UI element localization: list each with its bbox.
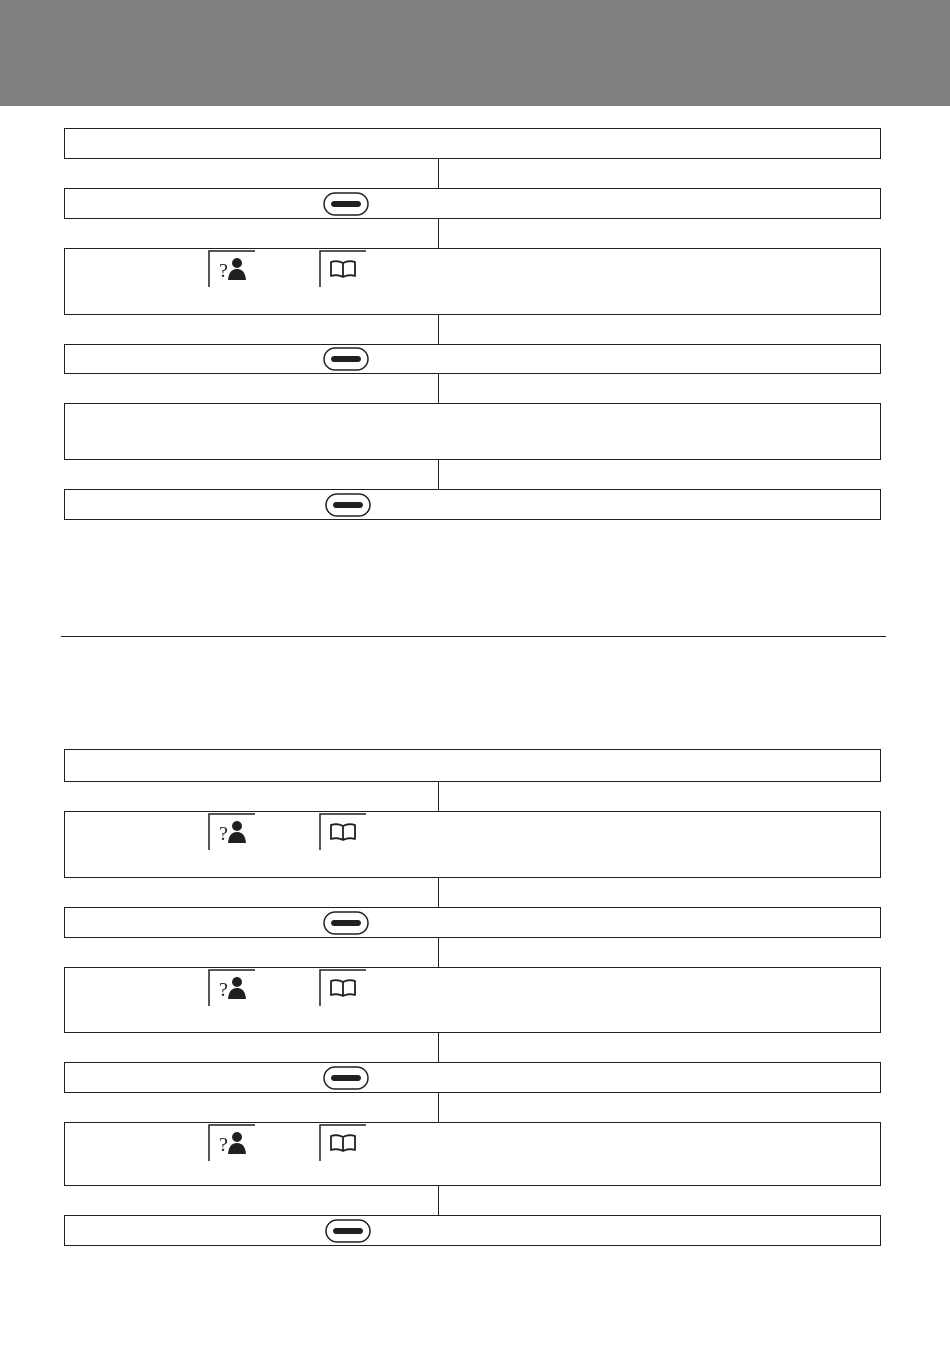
caller-id-key-icon — [208, 813, 256, 851]
flow-connector — [438, 938, 439, 967]
enter-key-icon — [323, 347, 369, 371]
flow-connector — [438, 1093, 439, 1122]
caller-id-key-icon — [208, 969, 256, 1007]
flow-connector — [438, 878, 439, 907]
caller-id-key-icon — [208, 250, 256, 288]
section-divider — [61, 636, 886, 637]
flow-step-key — [64, 489, 881, 520]
flow-connector — [438, 1033, 439, 1062]
flow-step-key — [64, 907, 881, 938]
flow-step-title — [64, 749, 881, 782]
enter-key-icon — [325, 493, 371, 517]
phonebook-key-icon — [319, 250, 367, 288]
flow-connector — [438, 315, 439, 344]
flow-connector — [438, 374, 439, 403]
phonebook-key-icon — [319, 969, 367, 1007]
flow-connector — [438, 782, 439, 811]
phonebook-key-icon — [319, 813, 367, 851]
enter-key-icon — [323, 192, 369, 216]
flow-step-menu — [64, 967, 881, 1033]
flow-step-text-box — [64, 403, 881, 460]
enter-key-icon — [325, 1219, 371, 1243]
flow-step-key — [64, 188, 881, 219]
caller-id-key-icon — [208, 1124, 256, 1162]
enter-key-icon — [323, 1066, 369, 1090]
header-band — [0, 0, 950, 106]
flow-step-key — [64, 1062, 881, 1093]
flow-connector — [438, 159, 439, 188]
phonebook-key-icon — [319, 1124, 367, 1162]
flow-connector — [438, 1186, 439, 1215]
flow-connector — [438, 219, 439, 248]
enter-key-icon — [323, 911, 369, 935]
flow-step-menu — [64, 248, 881, 315]
flow-step-title — [64, 128, 881, 159]
flow-connector — [438, 460, 439, 489]
flow-step-menu — [64, 1122, 881, 1186]
flow-step-menu — [64, 811, 881, 878]
flow-step-key — [64, 344, 881, 374]
flow-step-key — [64, 1215, 881, 1246]
